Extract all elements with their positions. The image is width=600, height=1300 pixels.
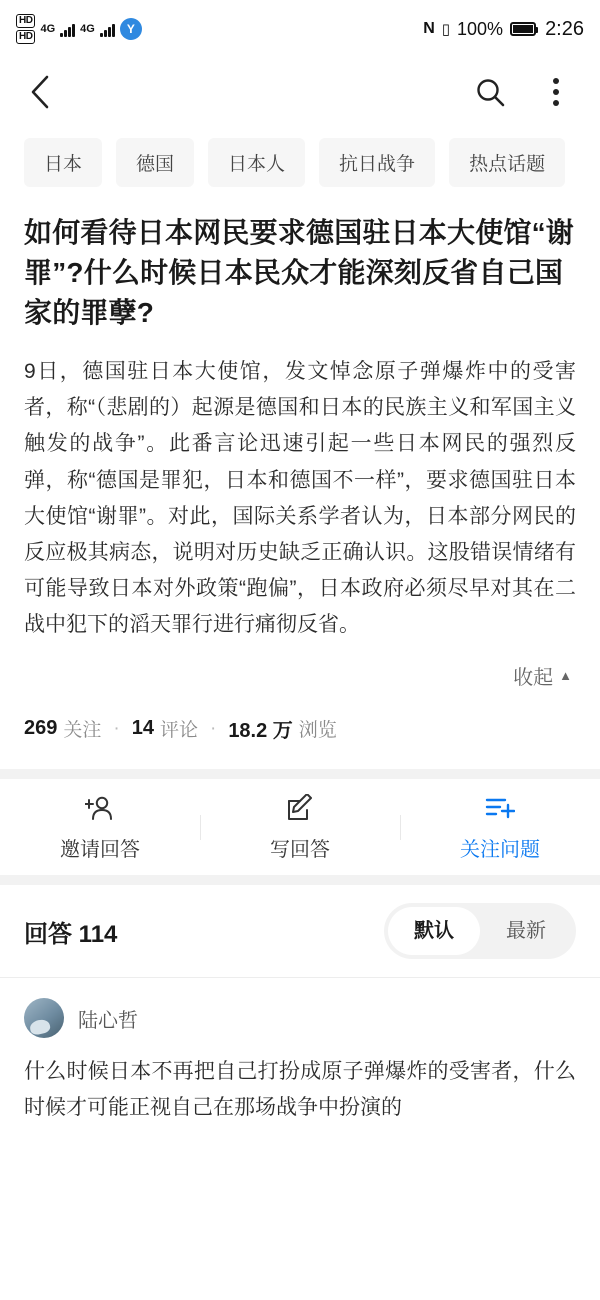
topic-tag-list[interactable] bbox=[0, 126, 600, 187]
status-clock: 2:26 bbox=[545, 17, 584, 40]
hd-indicator-group bbox=[16, 14, 35, 44]
answers-header bbox=[0, 885, 600, 977]
top-navigation-bar bbox=[0, 58, 600, 126]
question-title: 如何看待日本网民要求德国驻日本大使馆“谢罪”?什么时候日本民众才能深刻反省自己国家的罪孽? bbox=[24, 217, 575, 328]
caret-up-icon: ▲ bbox=[559, 668, 572, 684]
hd-icon-bottom: HD bbox=[16, 30, 35, 44]
answer-author[interactable] bbox=[24, 998, 576, 1038]
answer-sort-toggle[interactable] bbox=[384, 903, 576, 959]
follow-label: 关注 bbox=[63, 720, 102, 742]
follow-list-plus-icon bbox=[485, 793, 515, 823]
sort-option-newest[interactable]: 最新 bbox=[506, 920, 546, 943]
status-bar-right bbox=[423, 18, 584, 41]
write-answer-label: 写回答 bbox=[270, 838, 330, 861]
section-divider bbox=[0, 875, 600, 885]
avatar[interactable] bbox=[24, 998, 64, 1038]
topic-tag[interactable]: 德国 bbox=[116, 138, 194, 187]
follow-question-button[interactable] bbox=[400, 793, 600, 862]
topic-tag[interactable]: 日本人 bbox=[208, 138, 305, 187]
back-button[interactable] bbox=[20, 72, 60, 112]
author-name[interactable]: 陆心哲 bbox=[78, 1009, 138, 1032]
chevron-left-icon bbox=[30, 75, 50, 109]
invite-answer-label: 邀请回答 bbox=[60, 838, 140, 861]
app-badge-icon: Y bbox=[120, 18, 142, 40]
top-nav-actions bbox=[470, 72, 576, 112]
invite-answer-button[interactable] bbox=[0, 793, 200, 862]
topic-tag[interactable]: 抗日战争 bbox=[319, 138, 435, 187]
view-label: 浏览 bbox=[298, 720, 337, 742]
section-divider bbox=[0, 769, 600, 779]
question-action-bar bbox=[0, 779, 600, 875]
topic-tag[interactable]: 热点话题 bbox=[449, 138, 565, 187]
search-button[interactable] bbox=[470, 72, 510, 112]
battery-percent: 100% bbox=[457, 18, 504, 39]
network-type-right: 4G bbox=[80, 23, 95, 35]
status-bar bbox=[0, 0, 600, 58]
invite-person-icon bbox=[85, 793, 115, 823]
collapse-toggle[interactable] bbox=[0, 643, 600, 690]
follow-question-label: 关注问题 bbox=[460, 838, 540, 861]
stats-separator: · bbox=[209, 717, 217, 739]
question-stats bbox=[0, 690, 600, 743]
battery-icon bbox=[510, 22, 536, 36]
nfc-icon: N bbox=[423, 20, 435, 37]
signal-bars-left-icon bbox=[60, 21, 75, 37]
comment-label: 评论 bbox=[159, 720, 198, 742]
answer-text: 什么时候日本不再把自己打扮成原子弹爆炸的受害者，什么时候才可能正视自己在那场战争中扮演的 bbox=[24, 1060, 576, 1120]
answers-count: 回答 114 bbox=[24, 920, 118, 948]
search-icon bbox=[474, 76, 506, 108]
answer-item[interactable] bbox=[0, 978, 600, 1126]
more-vertical-icon bbox=[552, 77, 560, 107]
sort-option-default[interactable]: 默认 bbox=[388, 907, 480, 955]
follow-count: 269 bbox=[24, 717, 58, 740]
collapse-label: 收起 bbox=[513, 667, 554, 690]
topic-tag[interactable]: 日本 bbox=[24, 138, 102, 187]
network-type-left: 4G bbox=[40, 23, 56, 35]
more-options-button[interactable] bbox=[536, 72, 576, 112]
view-count: 18.2 万 bbox=[228, 720, 293, 743]
write-pencil-icon bbox=[286, 793, 314, 823]
comment-count: 14 bbox=[131, 717, 154, 740]
signal-bars-right-icon bbox=[100, 21, 115, 37]
hd-icon-top: HD bbox=[16, 14, 35, 28]
status-bar-left bbox=[16, 14, 142, 44]
vibrate-icon: ▯ bbox=[441, 21, 451, 38]
stats-separator: · bbox=[113, 717, 120, 739]
question-body: 9日，德国驻日本大使馆，发文悼念原子弹爆炸中的受害者，称“（悲剧的）起源是德国和日本的民族主义和军国主义触发的战争”。此番言论迅速引起一些日本网民的强烈反弹，称“德国是罪犯，日本和德国不一样”，要求德国驻日本大使馆“谢罪”。对此，国际关系学者认为，日本部分网民的反应极其病态，说明对历史缺乏正确认识。这股错误情绪有可能导致日本对外政策“跑偏”，日本政府必须尽早对其在二战中犯下的滔天罪行进行痛彻反省。 bbox=[24, 360, 576, 637]
write-answer-button[interactable] bbox=[200, 793, 400, 862]
